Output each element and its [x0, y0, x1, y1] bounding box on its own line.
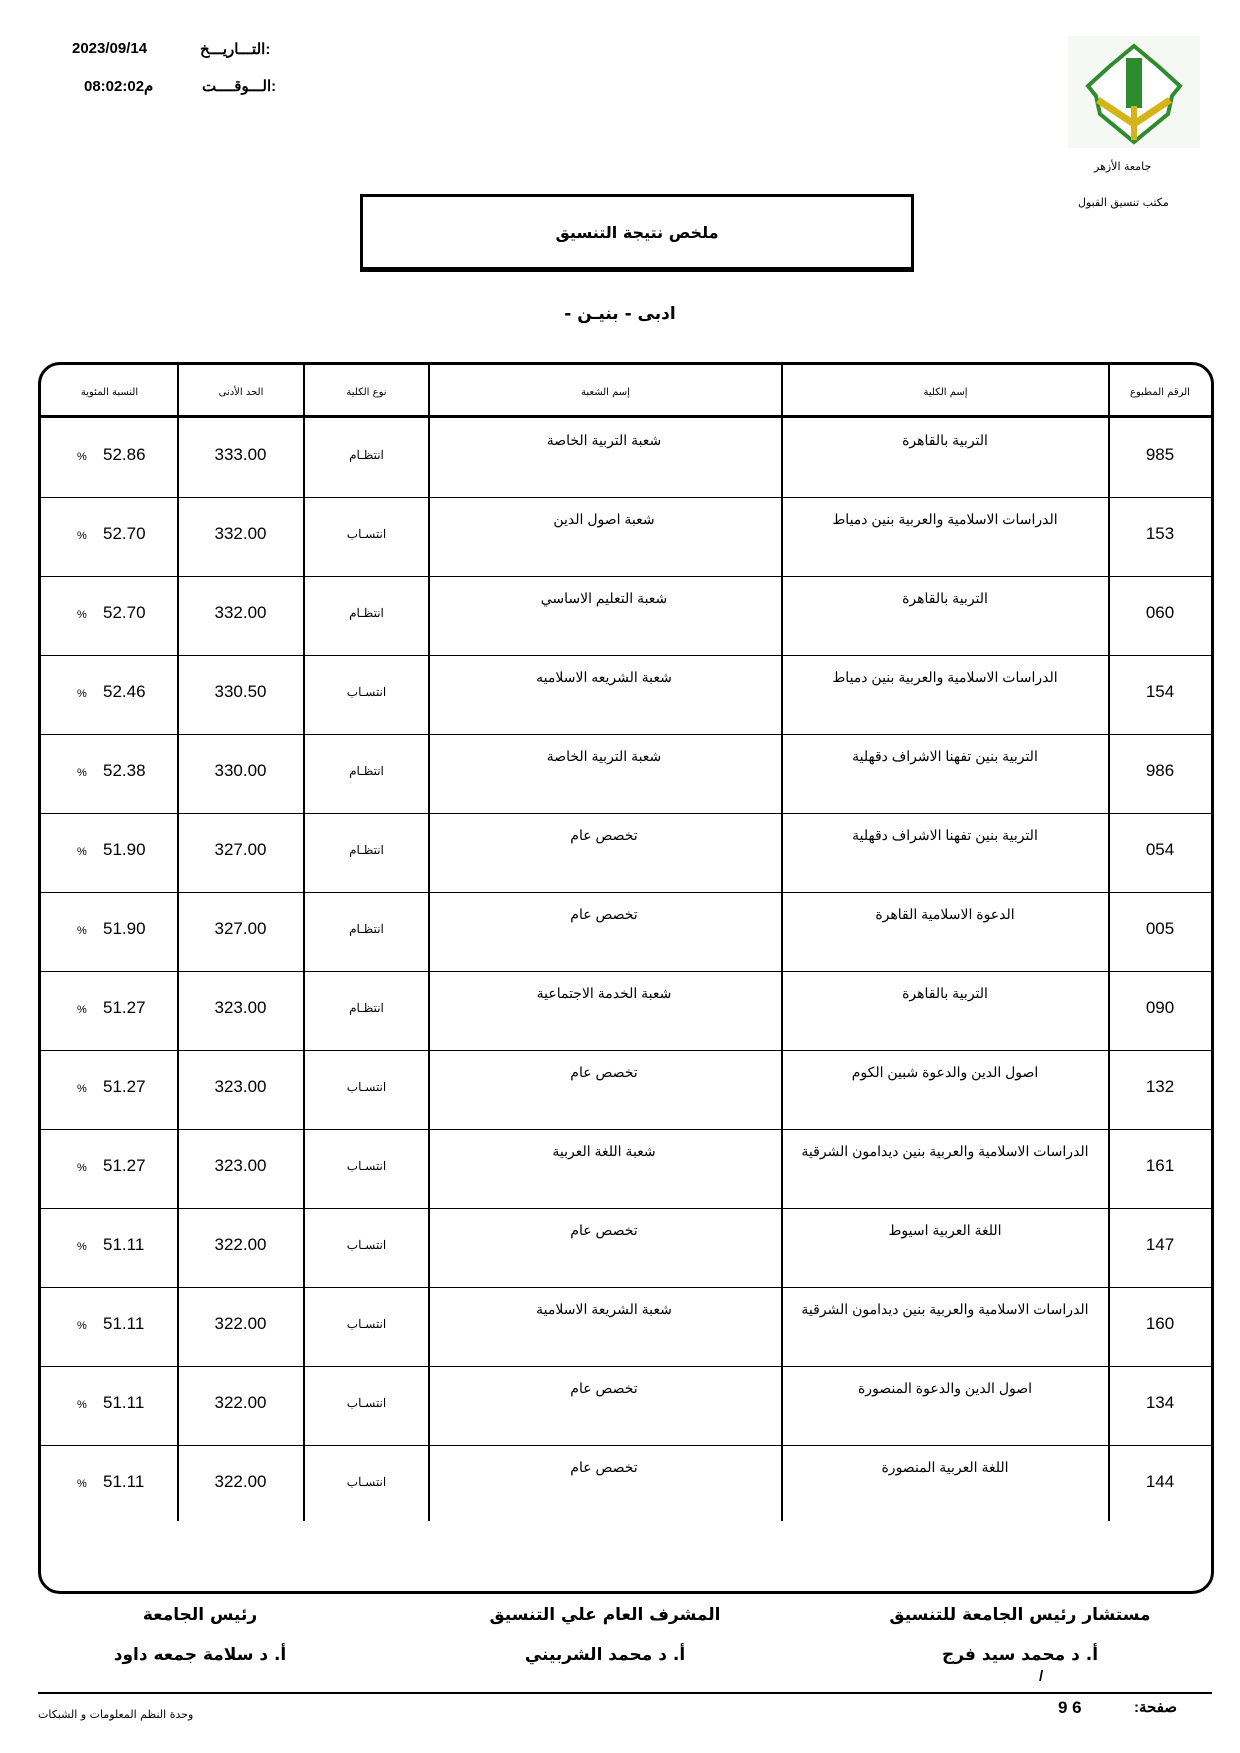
- table-row: [41, 1129, 1211, 1209]
- min-score-cell: 322.00: [214, 1472, 267, 1491]
- college-cell: الدعوة الاسلامية القاهرة: [875, 906, 1015, 922]
- min-score-cell: 332.00: [214, 524, 267, 543]
- percent-sign: %: [77, 1004, 87, 1016]
- signature-role-1: مستشار رئيس الجامعة للتنسيق: [889, 1605, 1151, 1625]
- table-row: [41, 813, 1211, 893]
- code-cell: 153: [1145, 524, 1175, 543]
- type-cell: انتظـام: [349, 448, 384, 462]
- percent-cell: 51.27: [103, 1077, 146, 1096]
- type-cell: انتظـام: [349, 606, 384, 620]
- percent-sign: %: [77, 688, 87, 700]
- min-score-cell: 323.00: [214, 998, 267, 1017]
- date-label: التـــاريـــخ:: [200, 41, 271, 58]
- header-min: الحد الأدنى: [218, 387, 264, 398]
- percent-sign: %: [77, 1320, 87, 1332]
- results-table: [38, 362, 1214, 1594]
- type-cell: انتسـاب: [346, 1159, 387, 1173]
- college-cell: التربية بنين تفهنا الاشراف دقهلية: [852, 827, 1038, 843]
- percent-sign: %: [77, 1478, 87, 1490]
- table-row: [41, 734, 1211, 814]
- college-cell: الدراسات الاسلامية والعربية بنين دمياط: [832, 511, 1058, 527]
- type-cell: انتسـاب: [346, 1317, 387, 1331]
- table-row: [41, 1445, 1211, 1524]
- percent-cell: 52.38: [103, 761, 146, 780]
- min-score-cell: 322.00: [214, 1314, 267, 1333]
- code-cell: 060: [1145, 603, 1175, 622]
- code-cell: 147: [1145, 1235, 1175, 1254]
- percent-sign: %: [77, 1083, 87, 1095]
- report-title-text: ملخص نتيجة التنسيق: [555, 222, 719, 242]
- college-cell: اصول الدين والدعوة المنصورة: [857, 1380, 1033, 1396]
- branch-cell: شعبة التربية الخاصة: [546, 432, 662, 448]
- branch-cell: تخصص عام: [570, 1222, 638, 1238]
- percent-cell: 51.11: [103, 1472, 145, 1491]
- table-row: [41, 576, 1211, 656]
- branch-cell: شعبة الشريعة الاسلامية: [536, 1301, 672, 1317]
- percent-sign: %: [77, 1162, 87, 1174]
- percent-cell: 51.90: [103, 840, 146, 859]
- branch-cell: شعبة التعليم الاساسي: [540, 590, 668, 606]
- signature-role-2: المشرف العام علي التنسيق: [489, 1605, 721, 1625]
- header-code: الرقم المطبوع: [1130, 387, 1190, 398]
- type-cell: انتظـام: [349, 764, 384, 778]
- branch-cell: شعبة الشريعه الاسلاميه: [536, 669, 672, 685]
- footer-divider: [38, 1692, 1212, 1694]
- percent-sign: %: [77, 530, 87, 542]
- table-row: [41, 1287, 1211, 1367]
- min-score-cell: 322.00: [214, 1393, 267, 1412]
- date-value: 2023/09/14: [72, 40, 148, 57]
- table-row: [41, 655, 1211, 735]
- type-cell: انتظـام: [349, 1001, 384, 1015]
- percent-sign: %: [77, 1241, 87, 1253]
- type-cell: انتسـاب: [346, 1396, 387, 1410]
- table-row: [41, 497, 1211, 577]
- percent-sign: %: [77, 609, 87, 621]
- signature-name-3: أ. د سلامة جمعه داود: [113, 1645, 287, 1665]
- code-cell: 005: [1145, 919, 1175, 938]
- table-row: [41, 1208, 1211, 1288]
- type-cell: انتظـام: [349, 922, 384, 936]
- branch-cell: تخصص عام: [570, 1380, 638, 1396]
- page-slash: /: [1039, 1668, 1044, 1685]
- code-cell: 161: [1145, 1156, 1175, 1175]
- code-cell: 985: [1145, 445, 1175, 464]
- branch-cell: تخصص عام: [570, 1459, 638, 1475]
- min-score-cell: 327.00: [214, 919, 267, 938]
- report-title: [360, 194, 914, 272]
- min-score-cell: 333.00: [214, 445, 267, 464]
- percent-cell: 52.46: [103, 682, 146, 701]
- branch-cell: شعبة اصول الدين: [553, 511, 655, 527]
- college-cell: الدراسات الاسلامية والعربية بنين ديدامون الشرقية: [801, 1301, 1089, 1317]
- branch-cell: شعبة الخدمة الاجتماعية: [536, 985, 672, 1001]
- college-cell: اصول الدين والدعوة شبين الكوم: [851, 1064, 1039, 1080]
- code-cell: 986: [1145, 761, 1175, 780]
- signature-name-2: أ. د محمد الشربيني: [524, 1645, 686, 1665]
- branch-cell: تخصص عام: [570, 827, 638, 843]
- percent-cell: 52.86: [103, 445, 146, 464]
- type-cell: انتسـاب: [346, 685, 387, 699]
- branch-cell: تخصص عام: [570, 906, 638, 922]
- unit-name: وحدة النظم المعلومات و الشبكات: [38, 1708, 194, 1721]
- min-score-cell: 330.00: [214, 761, 267, 780]
- percent-sign: %: [77, 846, 87, 858]
- percent-cell: 51.90: [103, 919, 146, 938]
- college-cell: التربية بنين تفهنا الاشراف دقهلية: [852, 748, 1038, 764]
- college-cell: اللغة العربية اسيوط: [888, 1222, 1002, 1238]
- university-name: جامعة الأزهر: [1094, 160, 1152, 173]
- header-college: إسم الكلية: [923, 387, 968, 398]
- code-cell: 054: [1145, 840, 1175, 859]
- table-header: [41, 365, 1211, 418]
- table-row: [41, 1050, 1211, 1130]
- college-cell: التربية بالقاهرة: [902, 432, 988, 448]
- percent-sign: %: [77, 1399, 87, 1411]
- percent-sign: %: [77, 925, 87, 937]
- type-cell: انتسـاب: [346, 527, 387, 541]
- type-cell: انتسـاب: [346, 1238, 387, 1252]
- signature-role-3: رئيس الجامعة: [142, 1605, 258, 1625]
- report-subtitle: - ادبى - بنيـن: [564, 304, 676, 324]
- code-cell: 160: [1145, 1314, 1175, 1333]
- time-label: الـــوقــــت:: [202, 78, 277, 95]
- type-cell: انتسـاب: [346, 1475, 387, 1489]
- office-name: مكتب تنسيق القبول: [1078, 196, 1169, 209]
- percent-cell: 51.11: [103, 1314, 145, 1333]
- header-percent: النسبة المئوية: [80, 387, 139, 398]
- min-score-cell: 332.00: [214, 603, 267, 622]
- college-cell: التربية بالقاهرة: [902, 985, 988, 1001]
- code-cell: 154: [1145, 682, 1175, 701]
- branch-cell: شعبة اللغة العربية: [552, 1143, 656, 1159]
- table-row: [41, 418, 1211, 498]
- percent-cell: 51.11: [103, 1393, 145, 1412]
- branch-cell: شعبة التربية الخاصة: [546, 748, 662, 764]
- college-cell: الدراسات الاسلامية والعربية بنين دمياط: [832, 669, 1058, 685]
- college-cell: الدراسات الاسلامية والعربية بنين ديدامون الشرقية: [801, 1143, 1089, 1159]
- min-score-cell: 322.00: [214, 1235, 267, 1254]
- code-cell: 090: [1145, 998, 1175, 1017]
- percent-sign: %: [77, 451, 87, 463]
- table-row: [41, 892, 1211, 972]
- header-type: نوع الكلية: [346, 387, 387, 398]
- min-score-cell: 327.00: [214, 840, 267, 859]
- page-number: 9 6: [1058, 1698, 1082, 1717]
- time-value: 08:02:02م: [84, 78, 154, 95]
- code-cell: 144: [1145, 1472, 1175, 1491]
- table-row: [41, 1366, 1211, 1446]
- table-row: [41, 971, 1211, 1051]
- signature-name-1: أ. د محمد سيد فرج: [941, 1645, 1099, 1665]
- percent-sign: %: [77, 767, 87, 779]
- type-cell: انتسـاب: [346, 1080, 387, 1094]
- percent-cell: 51.27: [103, 998, 146, 1017]
- type-cell: انتظـام: [349, 843, 384, 857]
- min-score-cell: 323.00: [214, 1156, 267, 1175]
- percent-cell: 52.70: [103, 603, 146, 622]
- percent-cell: 51.11: [103, 1235, 145, 1254]
- header-branch: إسم الشعبة: [581, 387, 630, 398]
- min-score-cell: 323.00: [214, 1077, 267, 1096]
- percent-cell: 52.70: [103, 524, 146, 543]
- college-cell: التربية بالقاهرة: [902, 590, 988, 606]
- code-cell: 134: [1145, 1393, 1175, 1412]
- min-score-cell: 330.50: [214, 682, 267, 701]
- al-azhar-logo: [1068, 36, 1200, 148]
- branch-cell: تخصص عام: [570, 1064, 638, 1080]
- code-cell: 132: [1145, 1077, 1175, 1096]
- page-label: صفحة:: [1134, 1699, 1178, 1716]
- percent-cell: 51.27: [103, 1156, 146, 1175]
- college-cell: اللغة العربية المنصورة: [881, 1459, 1009, 1475]
